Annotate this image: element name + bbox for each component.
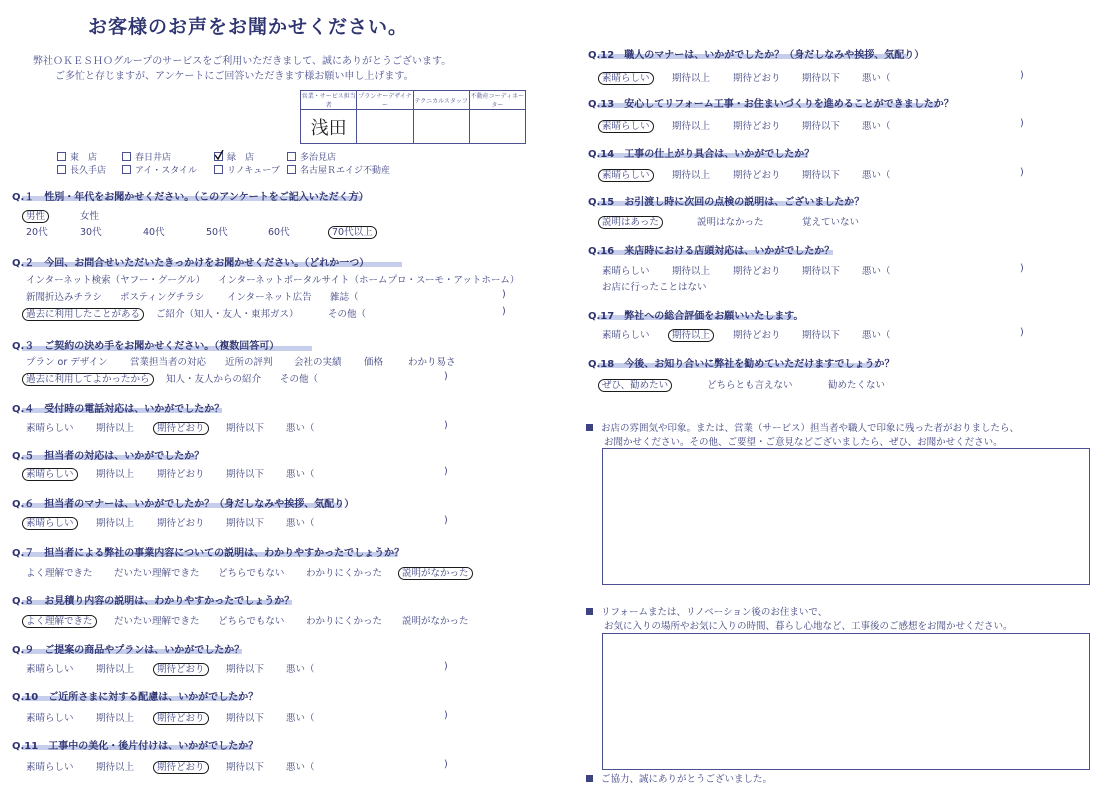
q6-option-bad[interactable]: 悪い（ <box>286 518 315 529</box>
q17-option-excellent[interactable]: 素晴らしい <box>602 330 650 341</box>
technical-name-cell[interactable] <box>413 110 469 144</box>
store-checkbox-nagoya-rage[interactable]: 名古屋Ｒエイジ不動産 <box>287 163 390 176</box>
store-checkbox-kasugai[interactable]: 春日井店 <box>122 150 171 163</box>
q6-bad-close: ) <box>444 515 448 526</box>
q11-option-above[interactable]: 期待以上 <box>96 762 135 773</box>
q17-option-below[interactable]: 期待以下 <box>802 330 841 341</box>
q16-option-below[interactable]: 期待以下 <box>802 266 841 277</box>
checkbox-icon <box>214 165 223 174</box>
page-title: お客様のお声をお聞かせください。 <box>88 16 409 38</box>
q2-option-referral[interactable]: ご紹介（知人・友人・東邦ガス） <box>156 309 299 320</box>
checkbox-icon <box>57 165 66 174</box>
staff-header-technical: テクニカルスタッフ <box>413 91 469 110</box>
q13-option-excellent[interactable]: 素晴らしい <box>602 118 654 132</box>
staff-header-realestate: 不動産コーディネーター <box>469 91 525 110</box>
q9-option-above[interactable]: 期待以上 <box>96 664 135 675</box>
q11-option-as-expected[interactable]: 期待どおり <box>157 759 209 773</box>
q9-text: Q.９ ご提案の商品やプランは、いかがでしたか？ <box>12 645 245 656</box>
q3-option-sales-response[interactable]: 営業担当者の対応 <box>130 357 207 368</box>
q12-option-below[interactable]: 期待以下 <box>802 73 841 84</box>
q15-option-not-explained[interactable]: 説明はなかった <box>697 217 764 228</box>
q5-option-bad[interactable]: 悪い（ <box>286 469 315 480</box>
q11-text: Q.11 工事中の美化・後片付けは、いかがでしたか？ <box>12 741 259 752</box>
sales-staff-name[interactable]: 浅田 <box>301 110 357 144</box>
q18-option-neither[interactable]: どちらとも言えない <box>707 380 793 391</box>
q6-text: Q.６ 担当者のマナーは、いかがでしたか？（身だしなみや挨拶、気配り） <box>12 499 355 510</box>
q9-option-as-expected[interactable]: 期待どおり <box>157 661 209 675</box>
q11-option-bad[interactable]: 悪い（ <box>286 762 315 773</box>
q2-magazine-close: ) <box>502 289 506 300</box>
q3-text: Q.３ ご契約の決め手をお聞かせください。（複数回答可） <box>12 341 280 352</box>
checked-checkbox-icon <box>214 152 223 161</box>
q6-option-below[interactable]: 期待以下 <box>226 518 265 529</box>
q17-option-as-expected[interactable]: 期待どおり <box>733 330 781 341</box>
q3-option-past-good[interactable]: 過去に利用してよかったから <box>26 371 154 385</box>
q18-text: Q.18 今後、お知り合いに弊社を勧めていただけますでしょうか？ <box>588 359 895 370</box>
square-bullet-icon <box>586 424 593 431</box>
q7-option-neither[interactable]: どちらでもない <box>218 568 285 579</box>
q15-option-dont-remember[interactable]: 覚えていない <box>802 217 860 228</box>
comment2-prompt-line-1: リフォームまたは、リノベーション後のお住まいで、 <box>586 604 827 618</box>
q10-text: Q.10 ご近所さまに対する配慮は、いかがでしたか？ <box>12 692 259 703</box>
intro-line-1: 弊社ＯＫＥＳＨＯグループのサービスをご利用いただきまして、誠にありがとうございます。 <box>33 56 452 67</box>
q7-option-hard[interactable]: わかりにくかった <box>306 568 383 579</box>
square-bullet-icon <box>586 775 593 782</box>
q2-option-search[interactable]: インターネット検索（ヤフー・グーグル） <box>26 275 206 286</box>
q4-bad-close: ) <box>444 420 448 431</box>
q2-option-portal[interactable]: インターネットポータルサイト（ホームプロ・スーモ・アットホーム） <box>218 275 520 286</box>
realestate-name-cell[interactable] <box>469 110 525 144</box>
q12-option-bad[interactable]: 悪い（ <box>862 73 891 84</box>
q1-option-40s[interactable]: 40代 <box>143 227 165 238</box>
q8-option-no-explanation[interactable]: 説明がなかった <box>402 616 469 627</box>
q16-option-excellent[interactable]: 素晴らしい <box>602 266 650 277</box>
q3-option-clarity[interactable]: わかり易さ <box>408 357 456 368</box>
q3-option-friend-referral[interactable]: 知人・友人からの紹介 <box>166 374 262 385</box>
q13-option-bad[interactable]: 悪い（ <box>862 121 891 132</box>
q11-bad-close: ) <box>444 759 448 770</box>
q1-option-male[interactable]: 男性 <box>26 208 49 222</box>
q3-other-close: ) <box>444 371 448 382</box>
q8-option-understood-well[interactable]: よく理解できた <box>26 613 97 627</box>
q3-option-track-record[interactable]: 会社の実績 <box>294 357 342 368</box>
q17-option-above[interactable]: 期待以上 <box>672 327 714 341</box>
q2-option-other[interactable]: その他（ <box>328 309 367 320</box>
q6-option-above[interactable]: 期待以上 <box>96 518 135 529</box>
q16-option-never-visited[interactable]: お店に行ったことはない <box>602 282 707 293</box>
q4-text: Q.４ 受付時の電話対応は、いかがでしたか？ <box>12 404 225 415</box>
q13-text: Q.13 安心してリフォーム工事・お住まいづくりを進めることができましたか？ <box>588 99 954 110</box>
q5-option-above[interactable]: 期待以上 <box>96 469 135 480</box>
checkbox-icon <box>122 152 131 161</box>
q4-option-excellent[interactable]: 素晴らしい <box>26 423 74 434</box>
q14-option-below[interactable]: 期待以下 <box>802 170 841 181</box>
square-bullet-icon <box>586 608 593 615</box>
q17-bad-close: ) <box>1020 327 1024 338</box>
q3-option-price[interactable]: 価格 <box>364 357 384 368</box>
q11-option-excellent[interactable]: 素晴らしい <box>26 762 74 773</box>
staff-header-planner: プランナーデザイナー <box>357 91 413 110</box>
q9-option-below[interactable]: 期待以下 <box>226 664 265 675</box>
q15-text: Q.15 お引渡し時に次回の点検の説明は、ございましたか？ <box>588 197 865 208</box>
store-checkbox-midori[interactable]: 緑 店 <box>214 150 254 163</box>
q4-option-as-expected[interactable]: 期待どおり <box>157 420 209 434</box>
q17-text: Q.17 弊社への総合評価をお願いいたします。 <box>588 311 804 322</box>
q2-other-close: ) <box>502 306 506 317</box>
planner-name-cell[interactable] <box>357 110 413 144</box>
q10-option-above[interactable]: 期待以上 <box>96 713 135 724</box>
q2-text: Q.２ 今回、お問合せいただいたきっかけをお聞かせください。（どれか一つ） <box>12 258 370 269</box>
q1-option-70s-plus[interactable]: 70代以上 <box>332 224 377 238</box>
q5-option-below[interactable]: 期待以下 <box>226 469 265 480</box>
q14-option-as-expected[interactable]: 期待どおり <box>733 170 781 181</box>
q6-option-as-expected[interactable]: 期待どおり <box>157 518 205 529</box>
q2-option-posting[interactable]: ポスティングチラシ <box>120 292 205 303</box>
staff-table <box>300 90 526 144</box>
q5-text: Q.５ 担当者の対応は、いかがでしたか？ <box>12 451 205 462</box>
q3-option-other[interactable]: その他（ <box>280 374 319 385</box>
checkbox-icon <box>287 165 296 174</box>
q1-option-60s[interactable]: 60代 <box>268 227 290 238</box>
q12-option-as-expected[interactable]: 期待どおり <box>733 73 781 84</box>
q1-option-50s[interactable]: 50代 <box>206 227 228 238</box>
q2-option-web-ad[interactable]: インターネット広告 <box>227 292 312 303</box>
q18-option-not-recommend[interactable]: 勧めたくない <box>828 380 886 391</box>
q14-option-bad[interactable]: 悪い（ <box>862 170 891 181</box>
store-checkbox-tajimi[interactable]: 多治見店 <box>287 150 336 163</box>
q7-text: Q.７ 担当者による弊社の事業内容についての説明は、わかりやすかったでしょうか？ <box>12 548 405 559</box>
checkbox-icon <box>122 165 131 174</box>
intro-line-2: ご多忙と存じますが、アンケートにご回答いただきます様お願い申し上げます。 <box>55 71 414 82</box>
checkbox-icon <box>287 152 296 161</box>
q4-option-below[interactable]: 期待以下 <box>226 423 265 434</box>
q12-bad-close: ) <box>1020 70 1024 81</box>
q13-option-above[interactable]: 期待以上 <box>672 121 711 132</box>
q2-option-newspaper[interactable]: 新聞折込みチラシ <box>26 292 103 303</box>
q1-option-30s[interactable]: 30代 <box>80 227 102 238</box>
q10-option-as-expected[interactable]: 期待どおり <box>157 710 209 724</box>
q10-option-excellent[interactable]: 素晴らしい <box>26 713 74 724</box>
q8-option-hard[interactable]: わかりにくかった <box>306 616 383 627</box>
q7-option-no-explanation[interactable]: 説明がなかった <box>402 565 473 579</box>
store-checkbox-renocube[interactable]: リノキューブ <box>214 163 280 176</box>
q7-option-understood-well[interactable]: よく理解できた <box>26 568 93 579</box>
q4-option-above[interactable]: 期待以上 <box>96 423 135 434</box>
q1-text: Q.１ 性別・年代をお聞かせください。（このアンケートをご記入いただく方） <box>12 192 369 203</box>
q3-option-reputation[interactable]: 近所の評判 <box>225 357 273 368</box>
q17-option-bad[interactable]: 悪い（ <box>862 330 891 341</box>
staff-header-sales: 営業・サービス担当者 <box>301 91 357 110</box>
store-checkbox-nagakute[interactable]: 長久手店 <box>57 163 106 176</box>
comment1-prompt-line-2: お聞かせください。その他、ご要望・ご意見などございましたら、ぜひ、お聞かせください。 <box>604 437 1003 448</box>
q1-option-female[interactable]: 女性 <box>80 211 100 222</box>
q13-option-as-expected[interactable]: 期待どおり <box>733 121 781 132</box>
store-checkbox-istyle[interactable]: アイ・スタイル <box>122 163 197 176</box>
q12-text: Q.12 職人のマナーは、いかがでしたか？（身だしなみや挨拶、気配り） <box>588 50 925 61</box>
q1-option-20s[interactable]: 20代 <box>26 227 48 238</box>
q14-text: Q.14 工事の仕上がり具合は、いかがでしたか？ <box>588 149 815 160</box>
q14-option-excellent[interactable]: 素晴らしい <box>602 167 654 181</box>
q14-option-above[interactable]: 期待以上 <box>672 170 711 181</box>
comment1-prompt-line-1: お店の雰囲気や印象。または、営業（サービス）担当者や職人で印象に残った者がおりましたら、 <box>586 420 1019 434</box>
q15-option-explained[interactable]: 説明はあった <box>602 214 663 228</box>
q16-option-bad[interactable]: 悪い（ <box>862 266 891 277</box>
q12-option-excellent[interactable]: 素晴らしい <box>602 70 654 84</box>
q10-option-bad[interactable]: 悪い（ <box>286 713 315 724</box>
q5-bad-close: ) <box>444 466 448 477</box>
q16-option-as-expected[interactable]: 期待どおり <box>733 266 781 277</box>
q2-option-magazine[interactable]: 雑誌（ <box>330 292 359 303</box>
comment2-textarea[interactable] <box>602 633 1090 770</box>
q13-option-below[interactable]: 期待以下 <box>802 121 841 132</box>
q5-option-excellent[interactable]: 素晴らしい <box>26 466 78 480</box>
q10-bad-close: ) <box>444 710 448 721</box>
q9-bad-close: ) <box>444 661 448 672</box>
q6-option-excellent[interactable]: 素晴らしい <box>26 515 78 529</box>
q5-option-as-expected[interactable]: 期待どおり <box>157 469 205 480</box>
q8-option-neither[interactable]: どちらでもない <box>218 616 285 627</box>
q14-bad-close: ) <box>1020 167 1024 178</box>
q10-option-below[interactable]: 期待以下 <box>226 713 265 724</box>
q3-option-design[interactable]: プラン or デザイン <box>26 357 108 368</box>
checkbox-icon <box>57 152 66 161</box>
q11-option-below[interactable]: 期待以下 <box>226 762 265 773</box>
thanks-message: ご協力、誠にありがとうございました。 <box>586 771 772 785</box>
store-checkbox-east[interactable]: 東 店 <box>57 150 97 163</box>
comment2-prompt-line-2: お気に入りの場所やお気に入りの時間、暮らし心地など、工事後のご感想をお聞かせください。 <box>604 621 1013 632</box>
q13-bad-close: ) <box>1020 118 1024 129</box>
q8-text: Q.８ お見積り内容の説明は、わかりやすかったでしょうか？ <box>12 596 295 607</box>
q18-option-recommend[interactable]: ぜひ、勧めたい <box>602 377 672 391</box>
q9-option-excellent[interactable]: 素晴らしい <box>26 664 74 675</box>
q7-option-mostly-understood[interactable]: だいたい理解できた <box>114 568 200 579</box>
q4-option-bad[interactable]: 悪い（ <box>286 423 315 434</box>
comment1-textarea[interactable] <box>602 448 1090 585</box>
q9-option-bad[interactable]: 悪い（ <box>286 664 315 675</box>
q16-bad-close: ) <box>1020 263 1024 274</box>
q8-option-mostly-understood[interactable]: だいたい理解できた <box>114 616 200 627</box>
q16-text: Q.16 来店時における店頭対応は、いかがでしたか？ <box>588 246 835 257</box>
q12-option-above[interactable]: 期待以上 <box>672 73 711 84</box>
q2-option-past-use[interactable]: 過去に利用したことがある <box>26 306 144 320</box>
q16-option-above[interactable]: 期待以上 <box>672 266 711 277</box>
